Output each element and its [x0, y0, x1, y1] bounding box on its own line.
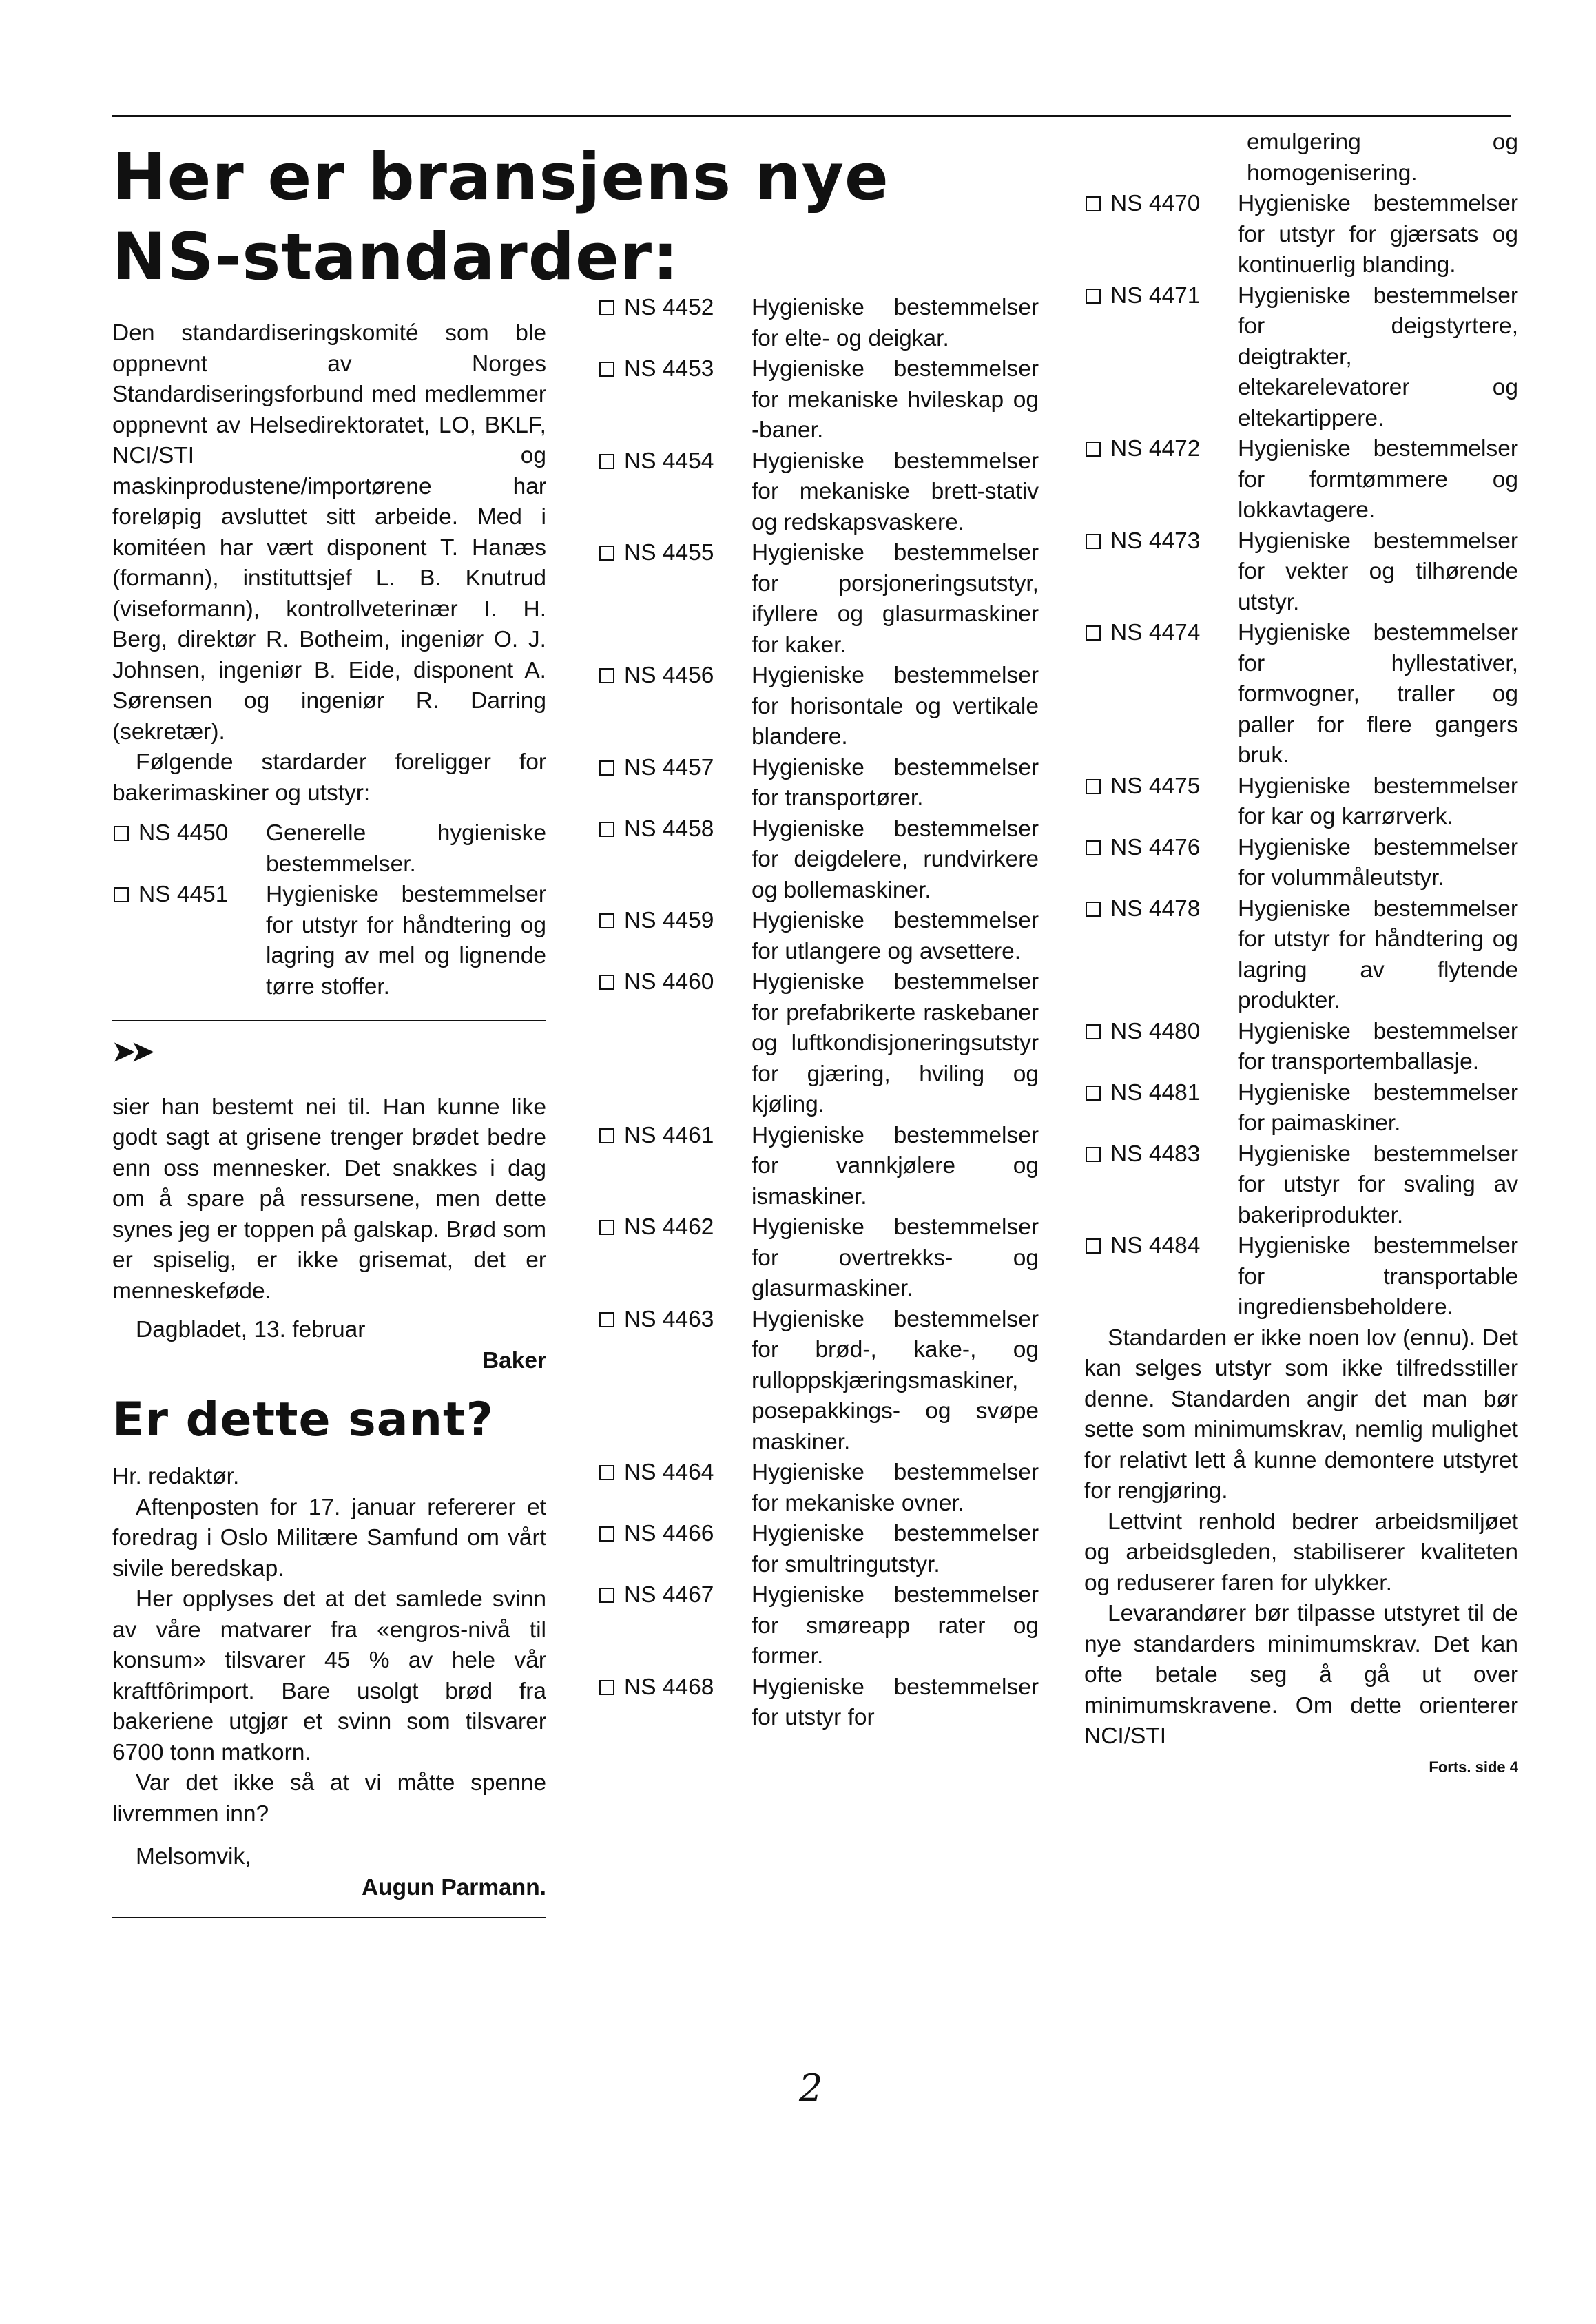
standard-code: NS 4459 [624, 908, 714, 933]
checkbox-icon [599, 975, 614, 990]
standard-description: Hygieniske bestemmelser for elte- og deigkar. [752, 295, 1039, 351]
standard-code: NS 4457 [624, 754, 714, 780]
article-title [112, 138, 889, 298]
letter-place: Melsomvik, [136, 1844, 251, 1869]
standard-description: Hygieniske bestemmelser for hyllestativer, formvogner, traller og paller for flere gangers bruk. [1238, 620, 1518, 768]
standard-item [1084, 618, 1518, 771]
standard-code: NS 4473 [1110, 528, 1201, 554]
letter-paragraph-3: Var det ikke så at vi måtte spenne livremmen inn? [112, 1770, 546, 1827]
letter-salutation: Hr. redaktør. [112, 1464, 240, 1489]
standard-description: Hygieniske bestemmelser for porsjoneringsutstyr, ifyllere og glasurmaskiner for kaker. [752, 540, 1039, 658]
checkbox-icon [1086, 196, 1101, 211]
standard-code: NS 4478 [1110, 895, 1201, 922]
standard-item [598, 967, 1039, 1121]
standard-code: NS 4463 [624, 1306, 714, 1332]
standard-code: NS 4456 [624, 663, 714, 688]
standards-list-1 [112, 818, 546, 1002]
standard-code: NS 4470 [1110, 191, 1201, 216]
standard-description: Hygieniske bestemmelser for horisontale og vertikale blandere. [752, 663, 1039, 749]
standard-description: Hygieniske bestemmelser for utstyr for svaling av bakeriprodukter. [1238, 1141, 1518, 1228]
continued-text: sier han bestemt nei til. Han kunne like godt sagt at grisene trenger brødet bedre enn oss mennesker. Det snakkes i dag om å spare på ressursene, men dette synes jeg er toppen på galskap. Brød som er spiselig, er ikke grisemat, det er menneskeføde. [112, 1094, 546, 1304]
standard-description: Hygieniske bestemmelser for utstyr for [752, 1674, 1039, 1730]
standard-description: Hygieniske bestemmelser for deigdelere, rundvirkere og bollemaskiner. [752, 816, 1039, 903]
letter-paragraph-2: Her opplyses det at det samlede svinn av våre matvarer fra «engros-nivå til konsum» tilsvarer 45 % av hele vår kraftfôrimport. Bare usolgt brød fra bakeriene utgjør et svinn som tilsvarer 6700 tonn matkorn. [112, 1586, 546, 1765]
checkbox-icon [599, 1220, 614, 1235]
standard-description: Hygieniske bestemmelser for mekaniske hvileskap og -baner. [752, 356, 1039, 443]
section-divider [112, 1020, 546, 1021]
checkbox-icon [1086, 779, 1101, 794]
standard-item [1084, 189, 1518, 281]
standard-item [1084, 1139, 1518, 1232]
checkbox-icon [1086, 902, 1101, 917]
standard-code: NS 4484 [1110, 1233, 1201, 1258]
checkbox-icon [1086, 1238, 1101, 1254]
checkbox-icon [599, 1128, 614, 1143]
standard-code: NS 4480 [1110, 1018, 1201, 1044]
standard-code: NS 4464 [624, 1460, 714, 1485]
checkbox-icon [1086, 1147, 1101, 1162]
intro-paragraph: Den standardiseringskomité som ble oppnevnt av Norges Standardiseringsforbund med medlemmer oppnevnt av Helsedirektoratet, LO, BKLF, NCI/STI og maskinprodustene/importørene har foreløpig avsluttet sitt arbeide. Med i komitéen har vært disponent T. Hanæs (formann), instituttsjef L. B. Knutrud (viseformann), kontrollveterinær I. H. Berg, direktør R. Botheim, ingeniør O. J. Johnsen, ingeniør B. Eide, disponent A. Sørensen og ingeniør R. Darring (sekretær). [112, 320, 546, 745]
continued-arrow-icon: ➤➤ [112, 1037, 151, 1067]
closing-paragraph-3: Levarandører bør tilpasse utstyret til de nye standarders minimumskrav. Det kan ofte betale seg å gå ut over minimumskravene. Om dette orienterer NCI/STI [1084, 1601, 1518, 1749]
standard-item [598, 1457, 1039, 1519]
standard-code: NS 4460 [624, 969, 714, 995]
standard-item [598, 906, 1039, 967]
standard-code: NS 4472 [1110, 436, 1201, 461]
checkbox-icon [114, 826, 129, 841]
standard-description: Hygieniske bestemmelser for kar og karrørverk. [1238, 773, 1518, 829]
signature-baker: Baker [481, 1347, 546, 1373]
standard-code: NS 4475 [1110, 773, 1201, 799]
standard-item [598, 1305, 1039, 1458]
checkbox-icon [599, 546, 614, 561]
standard-item [1084, 1231, 1518, 1323]
standard-description: Hygieniske bestemmelser for overtrekks- og glasurmaskiner. [752, 1214, 1039, 1301]
standard-description: Hygieniske bestemmelser for formtømmere og lokkavtagere. [1238, 436, 1518, 523]
checkbox-icon [599, 913, 614, 928]
standard-item [598, 1212, 1039, 1305]
standard-item [598, 446, 1039, 539]
standard-item [598, 814, 1039, 906]
standard-code: NS 4454 [624, 448, 714, 474]
standard-code: NS 4481 [1110, 1079, 1201, 1106]
standard-description: Hygieniske bestemmelser for utstyr for håndtering og lagring av flytende produkter. [1238, 895, 1518, 1013]
col3-lead: emulgering og homogenisering. [1247, 129, 1518, 186]
checkbox-icon [599, 1588, 614, 1603]
closing-paragraph-1: Standarden er ikke noen lov (ennu). Det kan selges utstyr som ikke tilfredsstiller denne. Standarden angir det man bør sette som minimumskrav, nemlig mulighet for relativt lett å kunne demontere utstyret for rengjøring. [1084, 1325, 1518, 1504]
standard-description: Hygieniske bestemmelser for brød-, kake-, og rulloppskjæringsmaskiner, posepakkings- og svøpe maskiner. [752, 1306, 1039, 1455]
source-line: Dagbladet, 13. februar [136, 1317, 366, 1342]
standard-code: NS 4458 [624, 816, 714, 842]
standard-item [598, 354, 1039, 446]
checkbox-icon [114, 887, 129, 902]
standard-item [1084, 894, 1518, 1017]
bottom-divider [112, 1917, 546, 1918]
standard-item [1084, 1078, 1518, 1139]
checkbox-icon [599, 300, 614, 315]
intro-paragraph-2: Følgende stardarder foreligger for bakerimaskiner og utstyr: [112, 749, 546, 806]
checkbox-icon [599, 822, 614, 837]
standard-item [598, 1519, 1039, 1580]
page-number: 2 [799, 2066, 823, 2110]
standard-description: Hygieniske bestemmelser for vekter og tilhørende utstyr. [1238, 528, 1518, 615]
standard-item [598, 1672, 1039, 1734]
top-rule [112, 115, 1511, 117]
standard-description: Hygieniske bestemmelser for transportører. [752, 754, 1039, 811]
standard-item [1084, 833, 1518, 894]
closing-paragraph-2: Lettvint renhold bedrer arbeidsmiljøet og arbeidsgleden, stabiliserer kvaliteten og reduserer faren for ulykker. [1084, 1508, 1518, 1596]
standard-description: Hygieniske bestemmelser for mekaniske brett-stativ og redskapsvaskere. [752, 448, 1039, 535]
letter-title: Er dette sant? [112, 1393, 494, 1447]
standard-description: Hygieniske bestemmelser for utstyr for håndtering og lagring av mel og lignende tørre stoffer. [266, 882, 546, 999]
checkbox-icon [1086, 1086, 1101, 1101]
standard-item [1084, 526, 1518, 619]
standard-code: NS 4471 [1110, 282, 1201, 309]
standard-code: NS 4455 [624, 540, 714, 566]
checkbox-icon [599, 1465, 614, 1480]
checkbox-icon [599, 1680, 614, 1695]
standard-item [112, 818, 546, 880]
checkbox-icon [599, 454, 614, 469]
checkbox-icon [1086, 840, 1101, 855]
standard-code: NS 4462 [624, 1214, 714, 1240]
column-3 [1084, 127, 1518, 1783]
standard-description: Hygieniske bestemmelser for transportable ingrediensbeholdere. [1238, 1233, 1518, 1320]
standard-item [598, 293, 1039, 354]
standard-description: Hygieniske bestemmelser for mekaniske ovner. [752, 1460, 1039, 1516]
title-line-1: Her er bransjens nye [112, 140, 889, 215]
continued-note: Forts. side 4 [1429, 1758, 1518, 1776]
title-line-2: NS-standarder: [112, 220, 679, 295]
standard-description: Hygieniske bestemmelser for utstyr for gjærsats og kontinuerlig blanding. [1238, 191, 1518, 278]
standard-item [1084, 281, 1518, 435]
standard-code: NS 4461 [624, 1122, 714, 1148]
standard-description: Hygieniske bestemmelser for volummåleutstyr. [1238, 834, 1518, 891]
standard-code: NS 4452 [624, 295, 714, 320]
checkbox-icon [599, 362, 614, 377]
checkbox-icon [1086, 1024, 1101, 1039]
standard-description: Hygieniske bestemmelser for smultringutstyr. [752, 1521, 1039, 1577]
standard-code: NS 4476 [1110, 834, 1201, 860]
standard-item [1084, 1017, 1518, 1078]
checkbox-icon [599, 1526, 614, 1542]
standard-description: Hygieniske bestemmelser for prefabrikerte raskebaner og luftkondisjoneringsutstyr for gjæring, hviling og kjøling. [752, 969, 1039, 1117]
checkbox-icon [599, 668, 614, 683]
letter-signature: Augun Parmann. [361, 1874, 546, 1900]
standard-code: NS 4466 [624, 1521, 714, 1546]
standard-code: NS 4451 [138, 882, 229, 907]
standards-list-2 [598, 293, 1039, 1734]
standard-description: Hygieniske bestemmelser for vannkjølere og ismaskiner. [752, 1122, 1039, 1210]
standard-code: NS 4474 [1110, 620, 1201, 645]
checkbox-icon [1086, 534, 1101, 549]
standard-description: Hygieniske bestemmelser for smøreapp rater og former. [752, 1582, 1039, 1669]
checkbox-icon [1086, 442, 1101, 457]
standard-description: Hygieniske bestemmelser for deigstyrtere, deigtrakter, eltekarelevatorer og eltekartippere. [1238, 282, 1518, 431]
standard-code: NS 4450 [138, 820, 229, 846]
letter-paragraph-1: Aftenposten for 17. januar refererer et foredrag i Oslo Militære Samfund om vårt sivile beredskap. [112, 1494, 546, 1581]
standard-item [598, 1121, 1039, 1213]
standard-description: Hygieniske bestemmelser for utlangere og avsettere. [752, 908, 1039, 964]
checkbox-icon [599, 1312, 614, 1327]
standards-list-3 [1084, 189, 1518, 1323]
standard-item [112, 880, 546, 1002]
standard-item [1084, 771, 1518, 833]
standard-item [598, 753, 1039, 814]
column-2 [598, 293, 1039, 1734]
standard-description: Hygieniske bestemmelser for paimaskiner. [1238, 1079, 1518, 1136]
standard-description: Generelle hygieniske bestemmelser. [266, 820, 546, 877]
checkbox-icon [599, 760, 614, 776]
standard-code: NS 4483 [1110, 1141, 1201, 1167]
standard-item [1084, 434, 1518, 526]
standard-item [598, 538, 1039, 661]
standard-description: Hygieniske bestemmelser for transportemballasje. [1238, 1018, 1518, 1075]
checkbox-icon [1086, 625, 1101, 641]
checkbox-icon [1086, 289, 1101, 304]
standard-item [598, 661, 1039, 753]
standard-code: NS 4467 [624, 1582, 714, 1608]
standard-code: NS 4453 [624, 356, 714, 382]
standard-code: NS 4468 [624, 1674, 714, 1700]
standard-item [598, 1580, 1039, 1672]
